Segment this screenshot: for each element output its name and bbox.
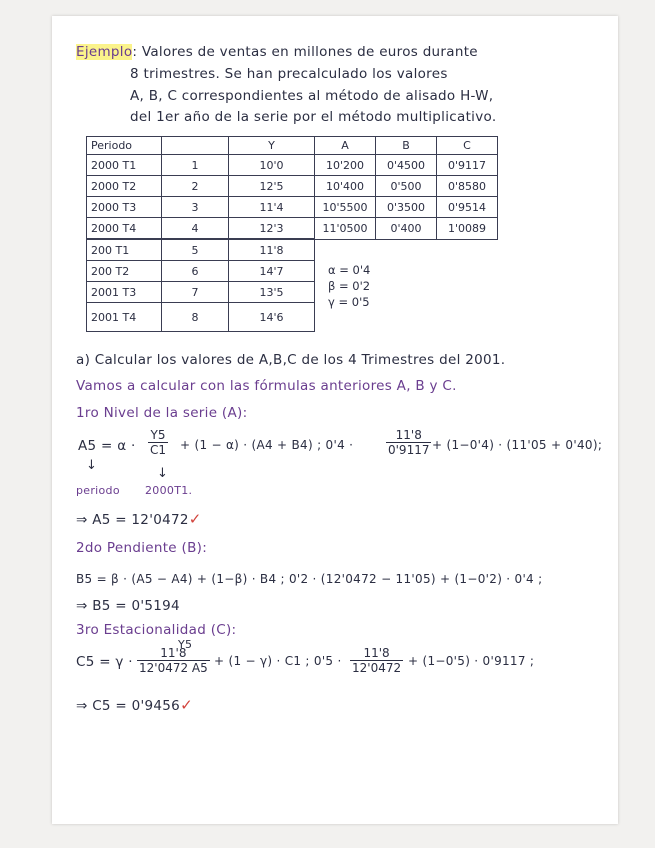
formula-a-left: A5 = α ·	[78, 438, 136, 454]
table-row	[87, 261, 498, 282]
cell-y: 14'7	[229, 261, 315, 282]
fraction-denominator: 12'0472	[352, 661, 402, 675]
intro-line-4: del 1er año de la serie por el método multiplicativo.	[130, 109, 497, 125]
formula-a-right: + (1−0'4) · (11'05 + 0'40);	[432, 438, 603, 452]
fraction-numerator: 11'8	[395, 428, 422, 442]
fraction-numerator: Y5	[150, 428, 166, 442]
cell-b: 0'500	[376, 176, 437, 197]
formula-a-mid: + (1 − α) · (A4 + B4) ; 0'4 ·	[180, 438, 354, 452]
cell-index: 6	[162, 261, 229, 282]
cell-c	[437, 261, 498, 282]
result-b	[76, 598, 180, 614]
cell-y: 12'5	[229, 176, 315, 197]
fraction-numerator: 11'8	[363, 646, 390, 660]
header-a: A	[315, 137, 376, 155]
intro-line-3: A, B, C correspondientes al método de alisado H-W,	[130, 88, 494, 104]
cell-periodo: 2000 T4	[87, 218, 162, 240]
note-periodo: periodo	[76, 484, 120, 497]
cell-b	[376, 282, 437, 303]
gamma-value: γ = 0'5	[328, 295, 370, 309]
cell-index: 3	[162, 197, 229, 218]
cell-index: 8	[162, 303, 229, 332]
table-row	[87, 218, 498, 240]
cell-c: 0'8580	[437, 176, 498, 197]
cell-a: 11'0500	[315, 218, 376, 240]
cell-periodo: 2000 T3	[87, 197, 162, 218]
cell-y: 10'0	[229, 155, 315, 176]
season-title: 3ro Estacionalidad (C):	[76, 622, 237, 638]
smoothing-parameters	[328, 262, 370, 310]
result-a	[76, 510, 202, 528]
header-periodo: Periodo	[87, 137, 162, 155]
check-icon: ✓	[188, 510, 202, 528]
table-row	[87, 303, 498, 332]
cell-c: 0'9514	[437, 197, 498, 218]
result-a-text: ⇒ A5 = 12'0472	[76, 512, 189, 528]
data-table	[86, 136, 498, 332]
cell-b: 0'4500	[376, 155, 437, 176]
plan-text: Vamos a calcular con las fórmulas anteriores A, B y C.	[76, 378, 457, 394]
example-label: Ejemplo	[76, 44, 133, 60]
table-row	[87, 197, 498, 218]
cell-periodo: 200 T1	[87, 239, 162, 261]
intro-line-2: 8 trimestres. Se han precalculado los valores	[130, 66, 448, 82]
result-c	[76, 696, 193, 714]
cell-c	[437, 282, 498, 303]
intro-text-1: : Valores de ventas en millones de euros durante	[132, 44, 478, 60]
cell-y: 12'3	[229, 218, 315, 240]
fraction-numerator: 11'8	[160, 646, 187, 660]
fraction-y5-c1	[148, 428, 168, 457]
table-row	[87, 176, 498, 197]
cell-index: 7	[162, 282, 229, 303]
cell-index: 4	[162, 218, 229, 240]
header-index	[162, 137, 229, 155]
header-c: C	[437, 137, 498, 155]
cell-a: 10'400	[315, 176, 376, 197]
result-b-text: ⇒ B5 = 0'5194	[76, 598, 180, 614]
cell-b	[376, 261, 437, 282]
fraction-11-8-over-0-9117	[386, 428, 431, 457]
slope-title: 2do Pendiente (B):	[76, 540, 208, 556]
intro-line-1	[76, 44, 478, 60]
table-row	[87, 239, 498, 261]
cell-periodo: 2001 T4	[87, 303, 162, 332]
cell-b: 0'3500	[376, 197, 437, 218]
alpha-value: α = 0'4	[328, 263, 371, 277]
cell-index: 2	[162, 176, 229, 197]
table-row	[87, 282, 498, 303]
cell-y: 13'5	[229, 282, 315, 303]
fraction-11-8-over-a5	[137, 646, 210, 675]
cell-c: 1'0089	[437, 218, 498, 240]
cell-periodo: 2000 T1	[87, 155, 162, 176]
table-row	[87, 155, 498, 176]
fraction-denominator: 12'0472 A5	[139, 661, 208, 675]
cell-periodo: 2000 T2	[87, 176, 162, 197]
fraction-11-8-over-12-0472	[350, 646, 403, 675]
result-c-text: ⇒ C5 = 0'9456	[76, 698, 181, 714]
cell-b	[376, 239, 437, 261]
cell-a: 10'5500	[315, 197, 376, 218]
header-b: B	[376, 137, 437, 155]
cell-a	[315, 239, 376, 261]
fraction-denominator: 0'9117	[388, 443, 430, 457]
cell-periodo: 2001 T3	[87, 282, 162, 303]
down-arrow-icon: ↓	[157, 466, 168, 481]
cell-periodo: 200 T2	[87, 261, 162, 282]
question-a: a) Calcular los valores de A,B,C de los 4 Trimestres del 2001.	[76, 352, 506, 368]
cell-y: 11'4	[229, 197, 315, 218]
cell-a: 10'200	[315, 155, 376, 176]
cell-y: 14'6	[229, 303, 315, 332]
formula-c-mid: + (1 − γ) · C1 ; 0'5 ·	[214, 654, 342, 668]
cell-b: 0'400	[376, 218, 437, 240]
fraction-extra-y5: Y5	[178, 638, 193, 651]
cell-y: 11'8	[229, 239, 315, 261]
formula-c-right: + (1−0'5) · 0'9117 ;	[408, 654, 535, 668]
level-title: 1ro Nivel de la serie (A):	[76, 405, 248, 421]
check-icon: ✓	[180, 696, 193, 714]
beta-value: β = 0'2	[328, 279, 371, 293]
cell-c: 0'9117	[437, 155, 498, 176]
down-arrow-icon: ↓	[86, 458, 97, 473]
cell-index: 5	[162, 239, 229, 261]
formula-b: B5 = β · (A5 − A4) + (1−β) · B4 ; 0'2 · (12'0472 − 11'05) + (1−0'2) · 0'4 ;	[76, 572, 543, 586]
formula-c-left: C5 = γ ·	[76, 654, 133, 670]
cell-index: 1	[162, 155, 229, 176]
table-header-row	[87, 137, 498, 155]
cell-b	[376, 303, 437, 332]
header-y: Y	[229, 137, 315, 155]
fraction-denominator: C1	[150, 443, 167, 457]
note-2000t1: 2000T1.	[145, 484, 193, 497]
cell-c	[437, 239, 498, 261]
cell-c	[437, 303, 498, 332]
